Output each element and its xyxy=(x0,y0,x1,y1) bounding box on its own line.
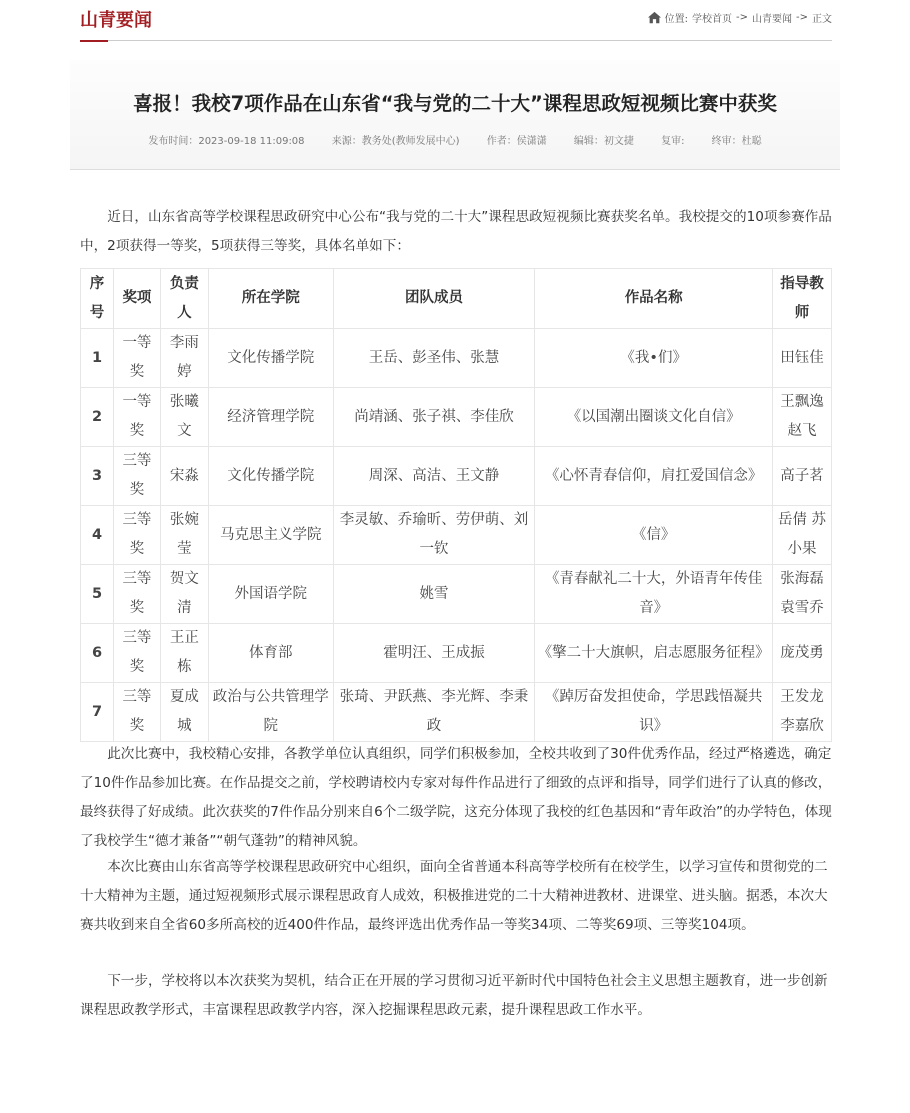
table-cell: 《以国潮出圈谈文化自信》 xyxy=(535,388,773,447)
table-cell: 王发龙 李嘉欣 xyxy=(773,683,832,742)
crumb-sep: -> xyxy=(796,12,808,23)
table-cell: 《心怀青春信仰，肩扛爱国信念》 xyxy=(535,447,773,506)
table-cell: 外国语学院 xyxy=(208,565,333,624)
column-header: 奖项 xyxy=(113,269,160,329)
table-row xyxy=(81,565,832,624)
accent-bar xyxy=(80,40,108,42)
final-reviewer: 终审：杜聪 xyxy=(711,136,762,147)
column-header: 指导教师 xyxy=(773,269,832,329)
table-cell: 田钰佳 xyxy=(773,329,832,388)
table-cell: 文化传播学院 xyxy=(208,447,333,506)
table-row xyxy=(81,447,832,506)
table-cell: 王岳、彭圣伟、张慧 xyxy=(333,329,535,388)
table-cell: 1 xyxy=(81,329,114,388)
table-row xyxy=(81,506,832,565)
table-cell: 3 xyxy=(81,447,114,506)
table-row xyxy=(81,329,832,388)
table-cell: 一等奖 xyxy=(113,388,160,447)
table-cell: 李灵敏、乔瑜昕、劳伊萌、刘一钦 xyxy=(333,506,535,565)
top-bar xyxy=(80,0,832,41)
table-cell: 4 xyxy=(81,506,114,565)
paragraph-3: 下一步，学校将以本次获奖为契机，结合正在开展的学习贯彻习近平新时代中国特色社会主义思想主题教育，进一步创新课程思政教学形式，丰富课程思政教学内容，深入挖掘课程思政元素，提升课程思政工作水平。 xyxy=(80,973,828,1018)
table-cell: 6 xyxy=(81,624,114,683)
table-cell: 体育部 xyxy=(208,624,333,683)
table-cell: 张婉莹 xyxy=(160,506,208,565)
table-row xyxy=(81,624,832,683)
table-cell: 三等奖 xyxy=(113,624,160,683)
table-cell: 经济管理学院 xyxy=(208,388,333,447)
table-cell: 夏成城 xyxy=(160,683,208,742)
table-cell: 三等奖 xyxy=(113,683,160,742)
reviewer: 复审: xyxy=(661,136,685,147)
column-header: 所在学院 xyxy=(208,269,333,329)
publish-time: 发布时间：2023-09-18 11:09:08 xyxy=(148,136,305,147)
table-cell: 《我•们》 xyxy=(535,329,773,388)
table-cell: 2 xyxy=(81,388,114,447)
column-header: 作品名称 xyxy=(535,269,773,329)
table-cell: 张海磊 袁雪乔 xyxy=(773,565,832,624)
table-cell: 贺文清 xyxy=(160,565,208,624)
table-cell: 王飘逸 赵飞 xyxy=(773,388,832,447)
table-cell: 三等奖 xyxy=(113,506,160,565)
source: 来源：教务处(教师发展中心) xyxy=(331,136,460,147)
table-cell: 王正栋 xyxy=(160,624,208,683)
article-meta xyxy=(0,132,910,147)
editor: 编辑：初文捷 xyxy=(573,136,634,147)
crumb-current: 正文 xyxy=(812,14,832,25)
table-cell: 姚雪 xyxy=(333,565,535,624)
table-cell: 政治与公共管理学院 xyxy=(208,683,333,742)
table-cell: 一等奖 xyxy=(113,329,160,388)
paragraph-1: 此次比赛中，我校精心安排，各教学单位认真组织，同学们积极参加，全校共收到了30件优秀作品，经过严格遴选，确定了10件作品参加比赛。在作品提交之前，学校聘请校内专家对每件作品进行了细致的点评和指导，同学们进行了认真的修改，最终获得了好成绩。此次获奖的7件作品分别来自6个二级学院，这充分体现了我校的红色基因和“青年政治”的办学特色，体现了我校学生“德才兼备”“朝气蓬勃”的精神风貌。 xyxy=(80,746,832,849)
breadcrumb xyxy=(648,10,832,25)
table-cell: 周深、高洁、王文静 xyxy=(333,447,535,506)
table-cell: 5 xyxy=(81,565,114,624)
table-cell: 马克思主义学院 xyxy=(208,506,333,565)
column-header: 负责人 xyxy=(160,269,208,329)
table-cell: 《踔厉奋发担使命，学思践悟凝共识》 xyxy=(535,683,773,742)
author: 作者：侯潇潇 xyxy=(486,136,547,147)
table-cell: 李雨婷 xyxy=(160,329,208,388)
column-header: 序号 xyxy=(81,269,114,329)
table-cell: 三等奖 xyxy=(113,565,160,624)
crumb-news[interactable]: 山青要闻 xyxy=(752,14,792,25)
table-cell: 张琦、尹跃燕、李光辉、李秉政 xyxy=(333,683,535,742)
table-cell: 《擎二十大旗帜，启志愿服务征程》 xyxy=(535,624,773,683)
crumb-sep: -> xyxy=(736,12,748,23)
table-cell: 张曦文 xyxy=(160,388,208,447)
award-table xyxy=(80,268,832,742)
table-cell: 宋淼 xyxy=(160,447,208,506)
table-cell: 文化传播学院 xyxy=(208,329,333,388)
intro-paragraph: 近日，山东省高等学校课程思政研究中心公布“我与党的二十大”课程思政短视频比赛获奖名单。我校提交的10项参赛作品中，2项获得一等奖，5项获得三等奖，具体名单如下： xyxy=(80,209,832,254)
table-cell: 庞茂勇 xyxy=(773,624,832,683)
table-cell: 尚靖涵、张子祺、李佳欣 xyxy=(333,388,535,447)
section-title[interactable]: 山青要闻 xyxy=(80,10,152,31)
column-header: 团队成员 xyxy=(333,269,535,329)
article-title: 喜报！我校7项作品在山东省“我与党的二十大”课程思政短视频比赛中获奖 xyxy=(133,92,777,115)
table-cell: 岳倩 苏小果 xyxy=(773,506,832,565)
table-cell: 7 xyxy=(81,683,114,742)
table-row xyxy=(81,683,832,742)
table-cell: 《信》 xyxy=(535,506,773,565)
table-cell: 霍明汪、王成振 xyxy=(333,624,535,683)
home-icon xyxy=(648,11,661,24)
paragraph-2: 本次比赛由山东省高等学校课程思政研究中心组织，面向全省普通本科高等学校所有在校学生，以学习宣传和贯彻党的二十大精神为主题，通过短视频形式展示课程思政育人成效，积极推进党的二十大精神进教材、进课堂、进头脑。据悉，本次大赛共收到来自全省60多所高校的近400件作品，最终评选出优秀作品一等奖34项、二等奖69项、三等奖104项。 xyxy=(80,859,828,933)
table-row xyxy=(81,388,832,447)
table-cell: 《青春献礼二十大，外语青年传佳音》 xyxy=(535,565,773,624)
table-cell: 三等奖 xyxy=(113,447,160,506)
location-label: 位置: xyxy=(664,14,688,25)
crumb-home[interactable]: 学校首页 xyxy=(692,14,732,25)
table-cell: 高子茗 xyxy=(773,447,832,506)
